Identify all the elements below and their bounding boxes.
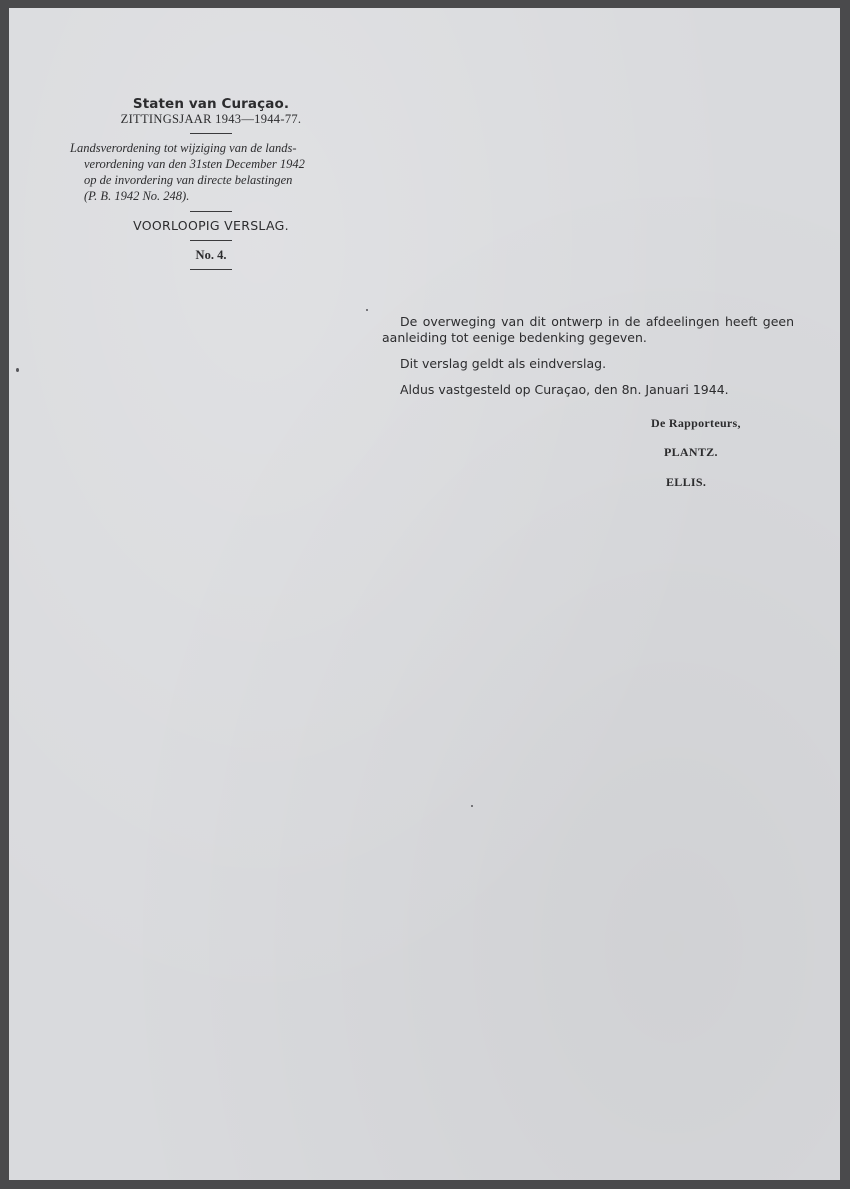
document-number: No. 4.: [195, 248, 227, 262]
subject-line: Landsverordening tot wijziging van de lands-: [70, 141, 297, 155]
subject-line: verordening van den 31sten December 1942: [84, 157, 305, 171]
header-divider: [190, 240, 232, 241]
document-header: [64, 96, 358, 276]
report-body: [382, 314, 794, 408]
document-title: Staten van Curaçao.: [132, 96, 290, 112]
report-type: VOORLOOPIG VERSLAG.: [133, 218, 289, 233]
subject-description: [64, 140, 358, 204]
document-page: [9, 8, 840, 1180]
signature-name: PLANTZ.: [664, 445, 718, 459]
paper-speck: [16, 368, 19, 372]
header-divider: [190, 211, 232, 212]
subject-line: (P. B. 1942 No. 248).: [84, 189, 190, 203]
header-divider: [190, 133, 232, 134]
subject-line: op de invordering van directe belastingen: [84, 173, 293, 187]
paper-speck: [471, 805, 473, 807]
body-paragraph: De overweging van dit ontwerp in de afdeelingen heeft geen aanleiding tot eenige bedenking gegeven.: [382, 314, 794, 345]
session-year: ZITTINGSJAAR 1943—1944-77.: [120, 112, 302, 126]
signature-heading: De Rapporteurs,: [651, 416, 741, 430]
signature-name: ELLIS.: [666, 475, 707, 489]
header-divider: [190, 269, 232, 270]
paper-speck: [366, 309, 368, 311]
body-paragraph: Aldus vastgesteld op Curaçao, den 8n. Januari 1944.: [400, 382, 729, 397]
body-paragraph: Dit verslag geldt als eindverslag.: [400, 356, 607, 371]
